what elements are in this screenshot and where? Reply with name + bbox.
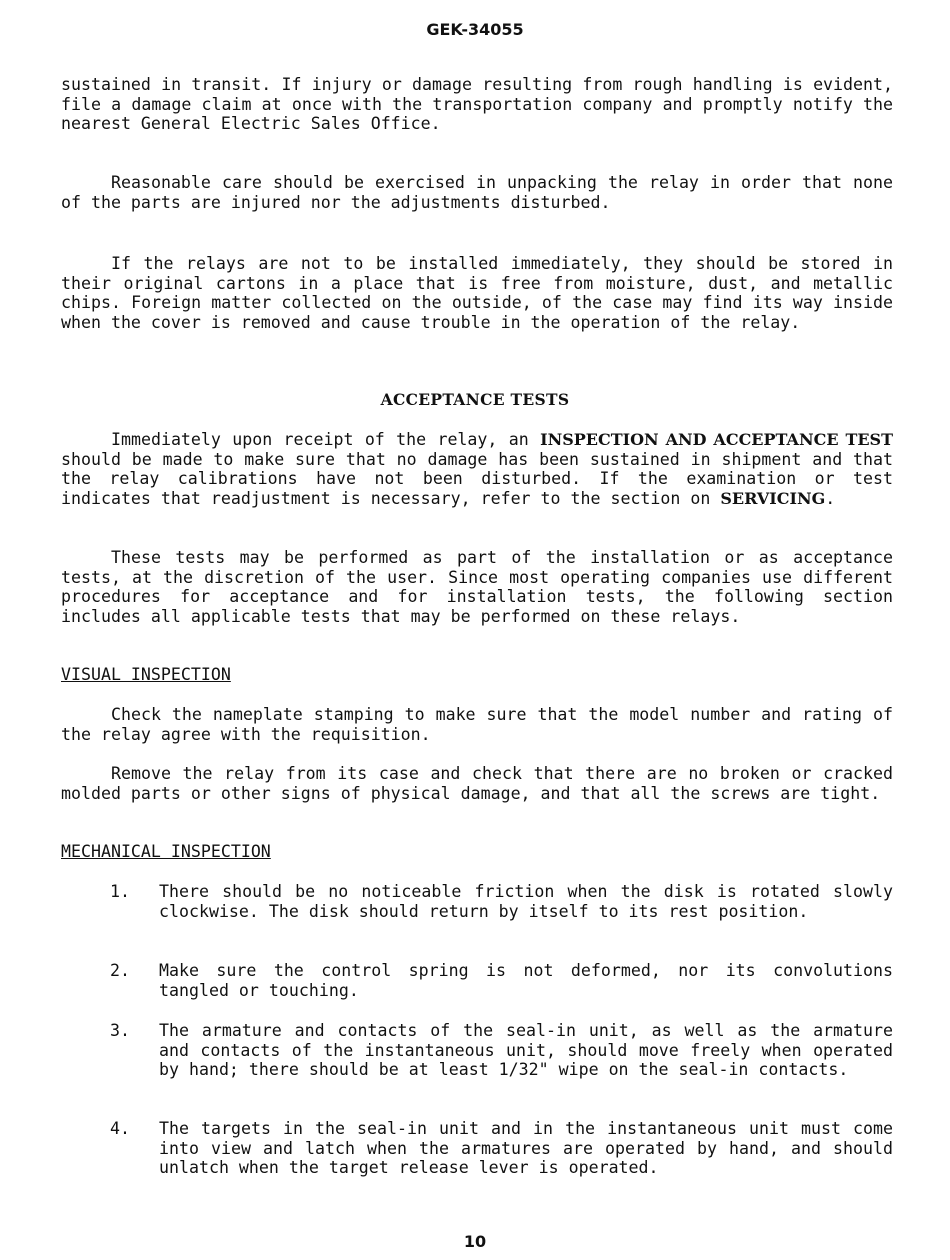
mechanical-inspection-heading: MECHANICAL INSPECTION xyxy=(61,842,271,861)
acceptance-paragraph-1 xyxy=(61,430,893,508)
servicing-bold: SERVICING xyxy=(720,488,826,508)
visual-paragraph-1: Check the nameplate stamping to make sure that the model number and rating of the relay agree with the requisition. xyxy=(61,705,893,744)
inspection-acceptance-test-bold: INSPECTION AND ACCEPTANCE TEST xyxy=(540,430,894,449)
page-number: 10 xyxy=(463,1232,487,1251)
intro-paragraph-2: Reasonable care should be exercised in unpacking the relay in order that none of the parts are injured nor the adjustments disturbed. xyxy=(61,173,893,212)
acceptance-p1-text-a: Immediately upon receipt of the relay, an xyxy=(111,430,541,449)
acceptance-tests-heading: ACCEPTANCE TESTS xyxy=(380,390,570,409)
list-item-text: The targets in the seal-in unit and in the instantaneous unit must come into view and latch when the armatures are operated by hand, and should unlatch when the target release lever is operated. xyxy=(159,1119,893,1177)
list-item-text: There should be no noticeable friction when the disk is rotated slowly clockwise. The disk should return by itself to its rest position. xyxy=(159,882,893,921)
visual-inspection-heading: VISUAL INSPECTION xyxy=(61,665,231,684)
list-item-text: The armature and contacts of the seal-in unit, as well as the armature and contacts of the instantaneous unit, should move freely when operated by hand; there should be at least 1/32" wipe on the seal-in contacts. xyxy=(159,1021,893,1079)
acceptance-p1-text-c: . xyxy=(825,488,836,508)
acceptance-p1-text-b: should be made to make sure that no damage has been sustained in shipment and that the relay calibrations have not been disturbed. If the examination or test indicates that readjustment is necessary, refer to the section on xyxy=(61,449,893,508)
list-item-text: Make sure the control spring is not deformed, nor its convolutions tangled or touching. xyxy=(159,961,893,1000)
intro-paragraph-3: If the relays are not to be installed immediately, they should be stored in their original cartons in a place that is free from moisture, dust, and metallic chips. Foreign matter collected on the outside, of the case may find its way inside when the cover is removed and cause trouble in the operation of the relay. xyxy=(61,254,893,332)
visual-paragraph-2: Remove the relay from its case and check that there are no broken or cracked molded parts or other signs of physical damage, and that all the screws are tight. xyxy=(61,764,893,803)
document-id: GEK-34055 xyxy=(426,20,524,39)
list-item-number: 2. xyxy=(110,961,130,980)
list-item-number: 1. xyxy=(110,882,130,901)
list-item-number: 4. xyxy=(110,1119,130,1138)
acceptance-paragraph-2: These tests may be performed as part of the installation or as acceptance tests, at the discretion of the user. Since most operating companies use different procedures for acceptance and for installation tests, the following section includes all applicable tests that may be performed on these relays. xyxy=(61,548,893,626)
intro-paragraph-1: sustained in transit. If injury or damage resulting from rough handling is evident, file a damage claim at once with the transportation company and promptly notify the nearest General Electric Sales Office. xyxy=(61,75,893,133)
list-item-number: 3. xyxy=(110,1021,130,1040)
